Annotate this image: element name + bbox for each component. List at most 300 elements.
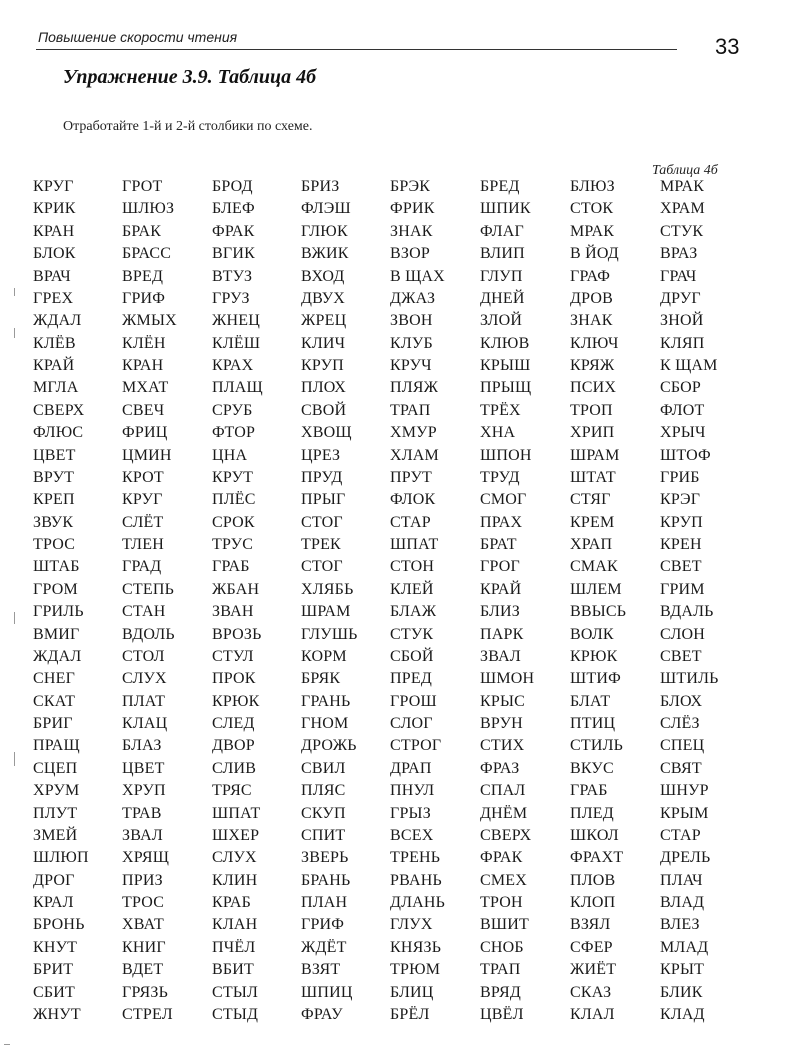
word-cell: КНИГ (122, 938, 166, 956)
word-cell: КРУГ (122, 491, 163, 509)
word-cell: ШРАМ (570, 446, 620, 464)
word-cell: ГРИЛЬ (33, 603, 84, 621)
word-cell: В ЩАХ (390, 267, 445, 285)
word-cell: СТОК (570, 200, 614, 218)
word-cell: КРОТ (122, 468, 164, 486)
word-cell: СКУП (301, 804, 346, 822)
word-cell: ВДАЛЬ (660, 603, 714, 621)
word-cell: ТРОС (122, 894, 165, 911)
word-cell: ШТОФ (660, 446, 711, 464)
word-cell: СТРЕЛ (122, 1005, 173, 1023)
word-cell: ДНЁМ (480, 804, 528, 822)
word-cell: ШПИЦ (301, 983, 353, 1001)
word-cell: ВГИК (212, 245, 255, 263)
word-cell: ЖНУТ (33, 1005, 81, 1023)
word-cell: КЛЁШ (212, 334, 261, 352)
word-cell: ЗНАК (390, 222, 433, 240)
word-cell: СЛОГ (390, 715, 433, 732)
word-cell: ГРЫЗ (390, 804, 431, 822)
word-cell: КРУП (660, 513, 703, 531)
word-cell: СВЕТ (660, 558, 702, 576)
header-rule (36, 49, 677, 50)
word-cell: КЛАЛ (570, 1005, 615, 1023)
word-cell: ДВУХ (301, 289, 345, 307)
word-cell: КРИК (33, 200, 76, 218)
word-cell: ЗВАЛ (122, 826, 163, 844)
word-cell: КРЫШ (480, 357, 531, 374)
word-cell: ГЛЮК (301, 222, 348, 240)
word-cell: СТАН (122, 603, 166, 621)
table-caption: Таблица 4б (652, 163, 718, 178)
word-cell: ДРОВ (570, 289, 614, 307)
word-column (570, 176, 662, 1026)
word-cell: ГРАЧ (660, 267, 697, 285)
word-cell: ШЛЮЗ (122, 200, 175, 218)
word-cell: ВРЯД (480, 983, 521, 1001)
word-cell: СМАК (570, 558, 618, 576)
word-cell: ФРАХТ (570, 849, 624, 867)
word-cell: КРУГ (33, 178, 74, 195)
word-cell: СТУК (660, 222, 704, 240)
word-cell: ВМИГ (33, 625, 80, 643)
word-cell: ДВОР (212, 737, 255, 755)
word-cell: ГРЯЗЬ (122, 983, 169, 1001)
word-cell: ПЛЁС (212, 491, 256, 509)
word-cell: ЦМИН (122, 446, 172, 464)
word-cell: ПЛОВ (570, 871, 616, 889)
word-cell: СЛУХ (122, 670, 167, 688)
word-cell: ВЖИК (301, 245, 349, 263)
word-cell: ЦВЕТ (33, 446, 76, 464)
word-cell: СЛОН (660, 625, 706, 643)
word-cell: СБОР (660, 379, 702, 397)
word-cell: ПТИЦ (570, 715, 616, 732)
word-cell: БЛОК (33, 245, 76, 263)
word-cell: ШРАМ (301, 603, 351, 621)
word-cell: ПАРК (480, 625, 524, 643)
word-cell: ЖМЫХ (122, 312, 177, 330)
word-cell: ФРИК (390, 200, 435, 218)
word-cell: СЛЁТ (122, 513, 164, 531)
word-cell: ЖИЁТ (570, 961, 617, 979)
word-cell: ВЗЯТ (301, 961, 341, 979)
word-cell: КЛЮЧ (570, 334, 619, 352)
word-cell: СПЕЦ (660, 737, 705, 755)
word-cell: МХАТ (122, 379, 169, 397)
word-cell: ЖРЕЦ (301, 312, 347, 330)
word-column (660, 176, 752, 1026)
word-cell: КРЮК (570, 647, 618, 665)
word-cell: КЛИН (212, 871, 258, 889)
word-cell: ХЛАМ (390, 446, 439, 464)
word-cell: КРАЙ (480, 580, 522, 598)
word-cell: ПРУТ (390, 468, 432, 486)
word-cell: МРАК (660, 178, 705, 195)
exercise-instruction: Отработайте 1-й и 2-й столбики по схеме. (63, 119, 313, 134)
word-cell: ПРЫГ (301, 491, 346, 509)
word-cell: СТАР (390, 513, 431, 531)
word-cell: ФРИЦ (122, 424, 168, 442)
word-cell: БЛАЖ (390, 603, 437, 621)
word-cell: БРЕД (480, 178, 520, 195)
word-cell: КРЫМ (660, 804, 709, 822)
word-cell: ТРАП (480, 961, 521, 979)
word-cell: БЛЕФ (212, 200, 255, 218)
word-cell: БРАК (122, 222, 162, 240)
word-cell: ХМУР (390, 424, 437, 442)
word-cell: ПРЕД (390, 670, 432, 688)
word-cell: ПЧЁЛ (212, 938, 256, 956)
word-cell: ВРОЗЬ (212, 625, 262, 643)
exercise-title: Упражнение 3.9. Таблица 4б (63, 66, 317, 88)
word-cell: ХРЫЧ (660, 424, 706, 442)
word-cell: БРАНЬ (301, 871, 351, 889)
running-title: Повышение скорости чтения (38, 29, 238, 45)
word-cell: ТРЕК (301, 536, 341, 553)
word-cell: ВБИТ (212, 961, 254, 979)
word-cell: СЦЕП (33, 759, 78, 777)
word-column (33, 176, 125, 1026)
scan-margin-mark (14, 752, 15, 766)
word-cell: ГРАФ (570, 267, 611, 285)
word-cell: СВИЛ (301, 759, 346, 777)
word-cell: ТРОП (570, 401, 613, 419)
word-cell: ВЛАД (660, 894, 705, 911)
word-cell: ГРАБ (570, 782, 608, 800)
word-cell: КРЫТ (660, 961, 705, 979)
word-cell: СТЯГ (570, 491, 611, 509)
word-cell: ТРЁХ (480, 401, 521, 419)
word-cell: СПИТ (301, 826, 346, 844)
word-cell: СПАЛ (480, 782, 526, 800)
word-cell: ЦНА (212, 446, 248, 464)
word-cell: КЛЁВ (33, 334, 76, 352)
word-cell: ХРАМ (660, 200, 705, 218)
word-cell: СТОГ (301, 513, 343, 531)
word-cell: ЖБАН (212, 580, 260, 598)
word-cell: ВЛИП (480, 245, 525, 263)
word-cell: БРЯК (301, 670, 341, 688)
word-column (301, 176, 393, 1026)
word-cell: ДРОЖЬ (301, 737, 357, 755)
word-cell: ФРАЗ (480, 759, 520, 777)
word-cell: СМОГ (480, 491, 527, 509)
word-cell: КЛАН (212, 916, 258, 934)
word-cell: ХРУП (122, 782, 166, 800)
word-cell: КНЯЗЬ (390, 938, 442, 956)
word-cell: ТРАП (390, 401, 431, 419)
word-cell: ШПИК (480, 200, 531, 218)
word-cell: КРАН (122, 357, 164, 374)
word-cell: СТУЛ (212, 647, 254, 665)
word-cell: ДЛАНЬ (390, 894, 446, 911)
word-cell: ВТУЗ (212, 267, 253, 285)
word-cell: ГРАНЬ (301, 692, 351, 710)
word-cell: КЛЮВ (480, 334, 530, 352)
word-cell: ВВЫСЬ (570, 603, 627, 621)
word-cell: ХРУМ (33, 782, 80, 800)
word-cell: ЖДЁТ (301, 938, 347, 956)
word-cell: ГРИМ (660, 580, 705, 598)
word-column (480, 176, 572, 1026)
word-cell: СВОЙ (301, 401, 347, 419)
word-cell: ПРАЩ (33, 737, 80, 755)
word-cell: БРАТ (480, 536, 517, 553)
word-cell: БЛИК (660, 983, 703, 1001)
word-cell: МГЛА (33, 379, 79, 397)
word-cell: БЛОХ (660, 692, 703, 710)
word-cell: ТРОС (33, 536, 76, 553)
word-cell: СЛЕД (212, 715, 255, 732)
word-cell: СТИЛЬ (570, 737, 624, 755)
word-cell: КРЮК (212, 692, 260, 710)
word-cell: ШПАТ (390, 536, 439, 553)
word-cell: СРУБ (212, 401, 253, 419)
word-cell: КЛАЦ (122, 715, 168, 732)
word-cell: ТРЮМ (390, 961, 441, 979)
word-cell: ХРАП (570, 536, 613, 553)
word-cell: ПЛАЩ (212, 379, 263, 397)
word-cell: ПЛАТ (122, 692, 166, 710)
word-cell: ГЛУШЬ (301, 625, 358, 643)
word-cell: ВДОЛЬ (122, 625, 175, 643)
word-cell: ЦРЕЗ (301, 446, 341, 464)
word-cell: ШТАТ (570, 468, 616, 486)
word-cell: БРАСС (122, 245, 172, 263)
word-cell: КРЕН (660, 536, 702, 553)
word-cell: ЗНАК (570, 312, 613, 330)
word-cell: ПРИЗ (122, 871, 163, 889)
word-cell: ФЛЭШ (301, 200, 351, 218)
word-cell: ГРОШ (390, 692, 437, 710)
word-cell: СВЕЧ (122, 401, 165, 419)
word-cell: ХВАТ (122, 916, 164, 934)
word-cell: КРАН (33, 222, 75, 240)
word-cell: ДРЕЛЬ (660, 849, 711, 867)
word-cell: СТОГ (301, 558, 343, 576)
word-cell: БЛАТ (570, 692, 611, 710)
word-cell: СКАТ (33, 692, 76, 710)
word-cell: ФЛАГ (480, 222, 524, 240)
word-cell: ШНУР (660, 782, 709, 800)
word-cell: ХРИП (570, 424, 615, 442)
word-cell: КЛАД (660, 1005, 705, 1023)
word-cell: ЦВЁЛ (480, 1005, 524, 1023)
word-cell: СКАЗ (570, 983, 612, 1001)
word-cell: БЛИЦ (390, 983, 434, 1001)
scan-margin-mark (14, 328, 15, 338)
word-cell: ВЗЯЛ (570, 916, 611, 934)
word-cell: ШПОН (480, 446, 532, 464)
word-cell: СТУК (390, 625, 434, 643)
word-cell: ХНА (480, 424, 516, 442)
word-cell: ЗВОН (390, 312, 433, 330)
word-cell: ЗВЕРЬ (301, 849, 349, 867)
word-cell: ПРАХ (480, 513, 523, 531)
word-cell: ГНОМ (301, 715, 349, 732)
word-cell: КЛОП (570, 894, 616, 911)
word-cell: ФРАК (212, 222, 255, 240)
word-cell: СБОЙ (390, 647, 434, 665)
word-cell: БЛАЗ (122, 737, 162, 755)
word-cell: КРЫС (480, 692, 525, 710)
word-cell: ЗВАН (212, 603, 254, 621)
word-cell: ДРАП (390, 759, 432, 777)
word-cell: ФЛЮС (33, 424, 84, 442)
word-cell: СФЕР (570, 938, 613, 956)
word-cell: ШКОЛ (570, 826, 619, 844)
word-cell: ВРАЗ (660, 245, 698, 263)
word-cell: СБИТ (33, 983, 75, 1001)
word-cell: ВРЕД (122, 267, 164, 285)
word-cell: ХРЯЩ (122, 849, 170, 867)
word-cell: СМЕХ (480, 871, 528, 889)
word-cell: КРЭГ (660, 491, 701, 509)
word-cell: СНОБ (480, 938, 524, 956)
word-cell: ЗНОЙ (660, 312, 704, 330)
word-cell: КРАХ (212, 357, 254, 374)
word-cell: ВРАЧ (33, 267, 71, 285)
word-cell: К ЩАМ (660, 357, 718, 374)
word-cell: ПЛОХ (301, 379, 347, 397)
word-cell: ПРУД (301, 468, 343, 486)
word-cell: ПСИХ (570, 379, 617, 397)
word-cell: ХЛЯБЬ (301, 580, 354, 598)
word-cell: ПРЫЩ (480, 379, 532, 397)
scan-margin-mark (14, 612, 15, 624)
word-cell: ГРУЗ (212, 289, 250, 307)
word-cell: КРЯЖ (570, 357, 615, 374)
word-cell: СТОЛ (122, 647, 165, 665)
word-cell: ПЛЯС (301, 782, 346, 800)
word-cell: ФТОР (212, 424, 256, 442)
word-cell: ГРАБ (212, 558, 250, 576)
word-cell: ШЛЕМ (570, 580, 622, 598)
word-cell: СТЕПЬ (122, 580, 174, 598)
word-cell: ГЛУП (480, 267, 523, 285)
word-cell: ЖНЕЦ (212, 312, 261, 330)
word-cell: СВЕРХ (33, 401, 85, 419)
word-cell: КНУТ (33, 938, 78, 956)
word-cell: ТЛЕН (122, 536, 164, 553)
word-cell: ДРУГ (660, 289, 701, 307)
word-cell: СВЕТ (660, 647, 702, 665)
scan-margin-mark (14, 288, 15, 296)
word-cell: КРУТ (212, 468, 254, 486)
word-column (212, 176, 304, 1026)
word-cell: ШЛЮП (33, 849, 89, 867)
word-cell: ГРОТ (122, 178, 163, 195)
word-cell: СЛУХ (212, 849, 257, 867)
word-cell: ГРИБ (660, 468, 700, 486)
word-cell: СТОН (390, 558, 435, 576)
word-column (390, 176, 482, 1026)
word-cell: ПЛЯЖ (390, 379, 439, 397)
word-cell: ТРУС (212, 536, 254, 553)
word-cell: КРАЛ (33, 894, 74, 911)
word-cell: БРЁЛ (390, 1005, 430, 1023)
word-cell: ТРУД (480, 468, 520, 486)
word-cell: ТРЕНЬ (390, 849, 441, 867)
word-cell: ПРОК (212, 670, 256, 688)
word-cell: КЛЁН (122, 334, 166, 352)
word-cell: БРОНЬ (33, 916, 85, 934)
word-cell: ВЗОР (390, 245, 430, 263)
word-cell: ДНЕЙ (480, 289, 525, 307)
word-cell: ШТИЛЬ (660, 670, 719, 688)
word-cell: СТИХ (480, 737, 525, 755)
word-cell: ДЖАЗ (390, 289, 436, 307)
word-cell: КЛЯП (660, 334, 705, 352)
word-cell: СНЕГ (33, 670, 76, 688)
word-cell: СЛЁЗ (660, 715, 700, 732)
word-cell: СВЕРХ (480, 826, 532, 844)
word-cell: ВКУС (570, 759, 614, 777)
word-cell: РВАНЬ (390, 871, 442, 889)
word-cell: БЛЮЗ (570, 178, 615, 195)
word-cell: ФРАУ (301, 1005, 343, 1023)
word-cell: СТРОГ (390, 737, 442, 755)
scan-margin-mark (4, 1044, 10, 1045)
word-cell: ПНУЛ (390, 782, 435, 800)
word-cell: ТРАВ (122, 804, 162, 822)
word-cell: КРУП (301, 357, 344, 374)
word-cell: СТАР (660, 826, 701, 844)
word-cell: ЗВАЛ (480, 647, 521, 665)
word-cell: СТЫЛ (212, 983, 259, 1001)
word-cell: ВРУТ (33, 468, 75, 486)
word-cell: ВОЛК (570, 625, 614, 643)
word-cell: ФЛОТ (660, 401, 705, 419)
word-table (33, 176, 763, 1026)
word-cell: БРИТ (33, 961, 74, 979)
page-number: 33 (715, 34, 740, 59)
word-column (122, 176, 214, 1026)
word-cell: ГЛУХ (390, 916, 433, 934)
word-cell: ЖДАЛ (33, 312, 82, 330)
word-cell: КРЕП (33, 491, 75, 509)
word-cell: ВРУН (480, 715, 523, 732)
word-cell: ПЛУТ (33, 804, 78, 822)
word-cell: ВДЕТ (122, 961, 164, 979)
word-cell: ШХЕР (212, 826, 260, 844)
word-cell: СТЫД (212, 1005, 259, 1023)
word-cell: В ЙОД (570, 245, 619, 263)
word-cell: БРЭК (390, 178, 431, 195)
word-cell: ШТАБ (33, 558, 80, 576)
word-cell: ЗЛОЙ (480, 312, 523, 330)
word-cell: КРАБ (212, 894, 252, 911)
word-cell: КЛИЧ (301, 334, 346, 352)
word-cell: КРЕМ (570, 513, 615, 531)
word-cell: ГРИФ (122, 289, 166, 307)
word-cell: ВХОД (301, 267, 345, 285)
word-cell: ТРЯС (212, 782, 252, 800)
word-cell: СРОК (212, 513, 255, 531)
word-cell: ВСЕХ (390, 826, 434, 844)
word-cell: СВЯТ (660, 759, 702, 777)
word-cell: ШПАТ (212, 804, 261, 822)
word-cell: БЛИЗ (480, 603, 521, 621)
word-cell: КРАЙ (33, 357, 75, 374)
word-cell: ПЛЕД (570, 804, 614, 822)
word-cell: ВЛЕЗ (660, 916, 700, 934)
word-cell: ПЛАН (301, 894, 348, 911)
word-cell: ВШИТ (480, 916, 529, 934)
word-cell: ШМОН (480, 670, 535, 688)
word-cell: ЦВЕТ (122, 759, 165, 777)
word-cell: ПЛАЧ (660, 871, 703, 889)
